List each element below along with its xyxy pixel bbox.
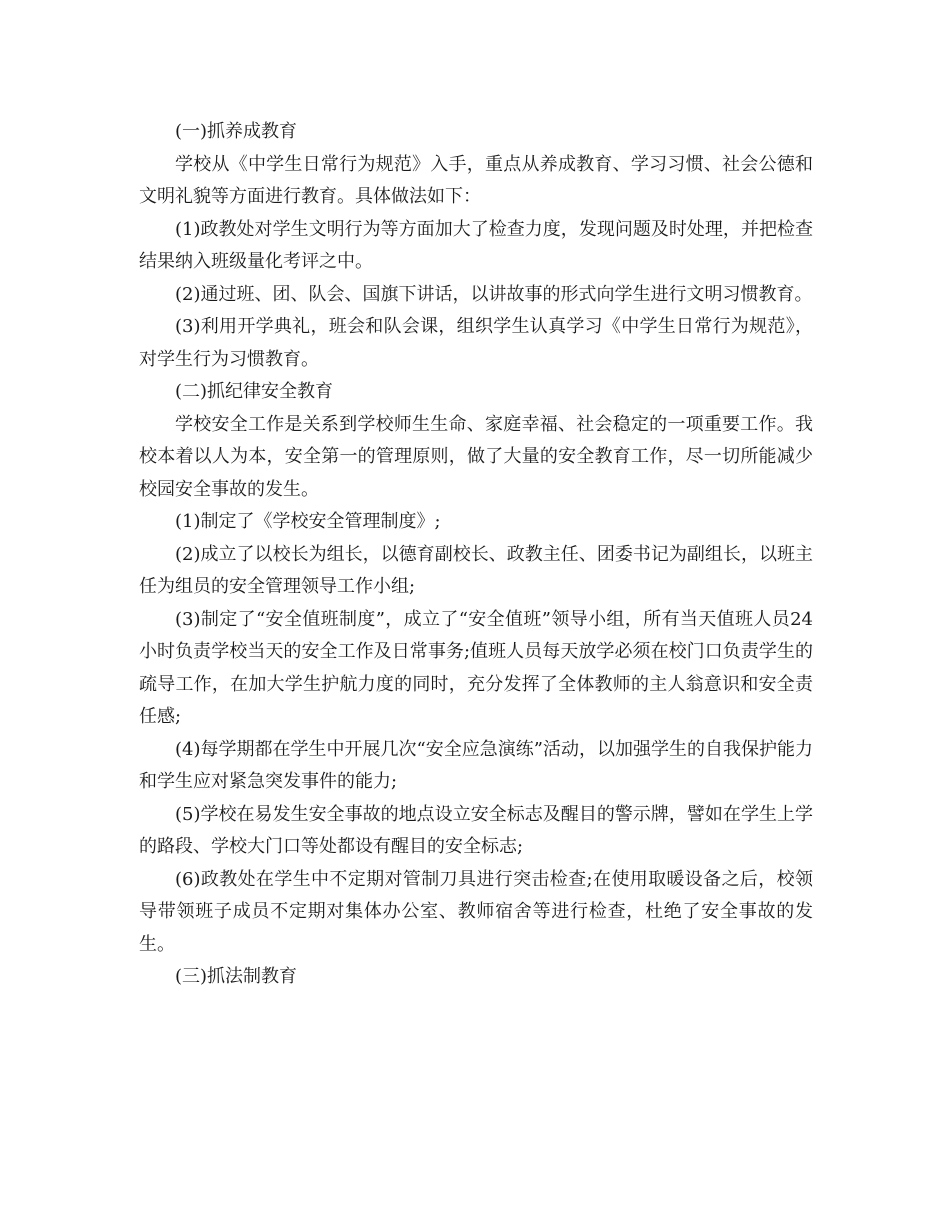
section-heading-safety-education: (二)抓纪律安全教育 (175, 381, 334, 402)
list-item-safety-5: (5)学校在易发生安全事故的地点设立安全标志及醒目的警示牌，譬如在学生上学的路段、学校大门口等处都设有醒目的安全标志; (139, 803, 813, 857)
list-item-habit-3: (3)利用开学典礼，班会和队会课，组织学生认真学习《中学生日常行为规范》，对学生行为习惯教育。 (139, 316, 813, 370)
paragraph-habit-intro: 学校从《中学生日常行为规范》入手，重点从养成教育、学习习惯、社会公德和文明礼貌等方面进行教育。具体做法如下： (139, 153, 813, 207)
list-item-safety-3: (3)制定了“安全值班制度”，成立了“安全值班”领导小组，所有当天值班人员24小时负责学校当天的安全工作及日常事务;值班人员每天放学必须在校门口负责学生的疏导工作，在加大学生护航力度的同时，充分发挥了全体教师的主人翁意识和安全责任感; (139, 608, 813, 727)
list-item-safety-2: (2)成立了以校长为组长，以德育副校长、政教主任、团委书记为副组长，以班主任为组员的安全管理领导工作小组; (139, 543, 813, 597)
section-heading-habit-education: (一)抓养成教育 (175, 121, 298, 142)
list-item-safety-1: (1)制定了《学校安全管理制度》; (175, 511, 441, 532)
list-item-habit-2: (2)通过班、团、队会、国旗下讲话，以讲故事的形式向学生进行文明习惯教育。 (175, 283, 813, 305)
list-item-habit-1: (1)政教处对学生文明行为等方面加大了检查力度，发现问题及时处理，并把检查结果纳入班级量化考评之中。 (139, 218, 813, 272)
section-heading-legal-education: (三)抓法制教育 (175, 966, 298, 987)
document-body (139, 116, 813, 994)
list-item-safety-6: (6)政教处在学生中不定期对管制刀具进行突击检查;在使用取暖设备之后，校领导带领班子成员不定期对集体办公室、教师宿舍等进行检查，杜绝了安全事故的发生。 (139, 868, 813, 955)
paragraph-safety-intro: 学校安全工作是关系到学校师生生命、家庭幸福、社会稳定的一项重要工作。我校本着以人为本，安全第一的管理原则，做了大量的安全教育工作，尽一切所能减少校园安全事故的发生。 (139, 413, 813, 500)
list-item-safety-4: (4)每学期都在学生中开展几次“安全应急演练”活动，以加强学生的自我保护能力和学生应对紧急突发事件的能力; (139, 738, 813, 792)
